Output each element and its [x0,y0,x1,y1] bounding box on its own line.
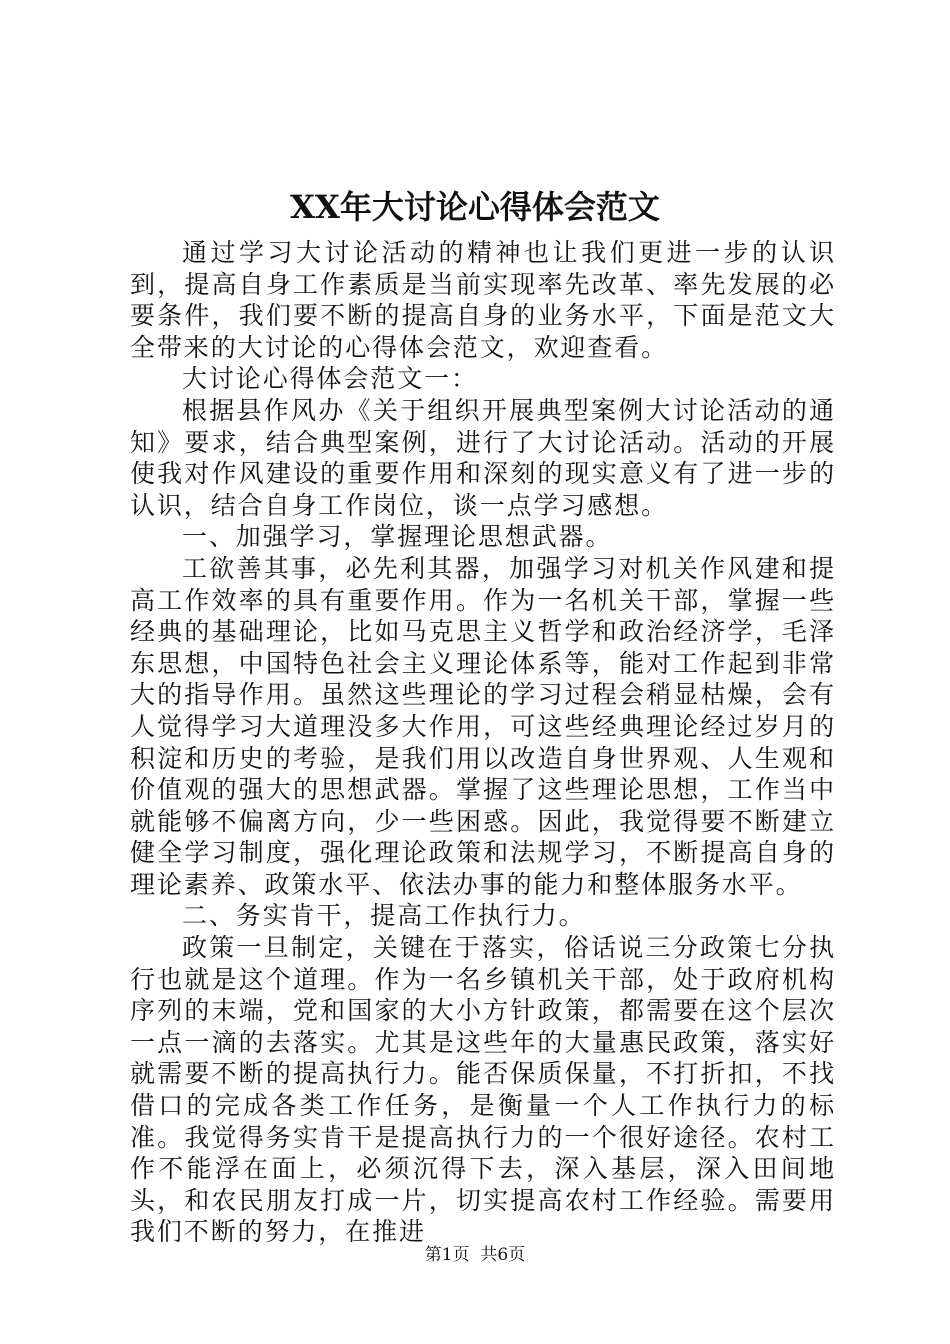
page-total: 共6页 [480,1245,526,1265]
page-footer [0,1243,950,1267]
paragraph-section-two-body: 政策一旦制定，关键在于落实，俗话说三分政策七分执行也就是这个道理。作为一名乡镇机关干部，处于政府机构序列的末端，党和国家的大小方针政策，都需要在这个层次一点一滴的去落实。尤其是这些年的大量惠民政策，落实好就需要不断的提高执行力。能否保质保量，不打折扣，不找借口的完成各类工作任务，是衡量一个人工作执行力的标准。我觉得务实肯干是提高执行力的一个很好途径。农村工作不能浮在面上，必须沉得下去，深入基层，深入田间地头，和农民朋友打成一片，切实提高农村工作经验。需要用我们不断的努力，在推进 [130,933,836,1247]
paragraph-section-one-heading: 一、加强学习，掌握理论思想武器。 [182,522,613,552]
paragraph-section-one-body: 工欲善其事，必先利其器，加强学习对机关作风建和提高工作效率的具有重要作用。作为一名机关干部，掌握一些经典的基础理论，比如马克思主义哲学和政治经济学，毛泽东思想，中国特色社会主义理论体系等，能对工作起到非常大的指导作用。虽然这些理论的学习过程会稍显枯燥，会有人觉得学习大道理没多大作用，可这些经典理论经过岁月的积淀和历史的考验，是我们用以改造自身世界观、人生观和价值观的强大的思想武器。掌握了这些理论思想，工作当中就能够不偏离方向，少一些困惑。因此，我觉得要不断建立健全学习制度，强化理论政策和法规学习，不断提高自身的理论素养、政策水平、依法办事的能力和整体服务水平。 [130,553,836,899]
document-title: XX年大讨论心得体会范文 [290,188,660,226]
paragraph-background: 根据县作风办《关于组织开展典型案例大讨论活动的通知》要求，结合典型案例，进行了大讨论活动。活动的开展使我对作风建设的重要作用和深刻的现实意义有了进一步的认识，结合自身工作岗位，谈一点学习感想。 [130,395,836,520]
page-number: 第1页 [424,1245,470,1265]
paragraph-intro: 通过学习大讨论活动的精神也让我们更进一步的认识到，提高自身工作素质是当前实现率先改革、率先发展的必要条件，我们要不断的提高自身的业务水平，下面是范文大全带来的大讨论的心得体会范文，欢迎查看。 [130,238,836,362]
paragraph-heading-sample-one: 大讨论心得体会范文一： [182,364,478,394]
paragraph-section-two-heading: 二、务实肯干，提高工作执行力。 [182,901,586,931]
document-body [130,237,836,1248]
